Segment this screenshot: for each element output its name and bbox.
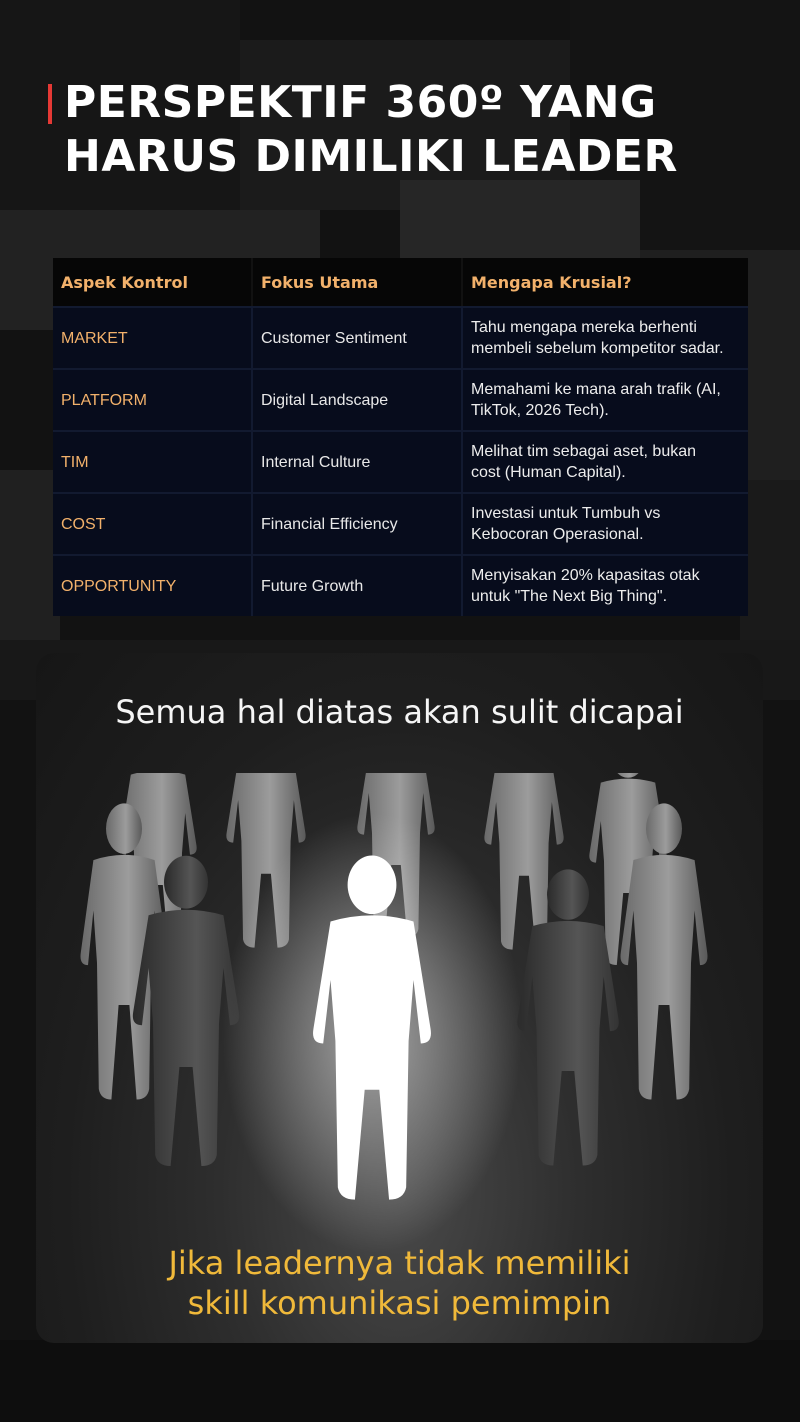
- cell-aspek: OPPORTUNITY: [53, 554, 251, 616]
- table-header-row: [53, 258, 748, 306]
- header-aspek: Aspek Kontrol: [53, 258, 251, 306]
- cell-aspek: PLATFORM: [53, 368, 251, 430]
- cell-fokus: Customer Sentiment: [251, 306, 461, 368]
- leader-figures-illustration: [36, 773, 763, 1253]
- cell-krusial-line: untuk "The Next Big Thing".: [471, 588, 668, 605]
- cell-krusial-line: Memahami ke mana arah trafik (AI,: [471, 381, 721, 398]
- title-line-1: PERSPEKTIF 360º YANG: [64, 77, 657, 128]
- table-row: [53, 306, 748, 368]
- table-row: [53, 492, 748, 554]
- page-header: [48, 76, 678, 184]
- header-krusial: Mengapa Krusial?: [461, 258, 748, 306]
- cell-fokus: Internal Culture: [251, 430, 461, 492]
- cell-aspek: TIM: [53, 430, 251, 492]
- cell-aspek: MARKET: [53, 306, 251, 368]
- card-bottom-text: [36, 1243, 763, 1323]
- cell-krusial-line: Kebocoran Operasional.: [471, 526, 644, 543]
- card-bottom-line-1: Jika leadernya tidak memiliki: [168, 1244, 631, 1282]
- title-accent-bar: [48, 84, 52, 124]
- cell-krusial: [461, 306, 748, 368]
- cell-krusial-line: Melihat tim sebagai aset, bukan: [471, 443, 697, 460]
- cell-krusial: [461, 492, 748, 554]
- cell-krusial-line: TikTok, 2026 Tech).: [471, 402, 609, 419]
- cell-krusial: [461, 554, 748, 616]
- cell-krusial-line: Tahu mengapa mereka berhenti: [471, 319, 697, 336]
- title-line-2: HARUS DIMILIKI LEADER: [64, 131, 678, 182]
- cell-aspek: COST: [53, 492, 251, 554]
- cell-krusial-line: Investasi untuk Tumbuh vs: [471, 505, 661, 522]
- cell-krusial: [461, 430, 748, 492]
- table-row: [53, 368, 748, 430]
- page-title: [64, 76, 678, 184]
- cell-fokus: Digital Landscape: [251, 368, 461, 430]
- cell-fokus: Financial Efficiency: [251, 492, 461, 554]
- table-row: [53, 554, 748, 616]
- card-bottom-line-2: skill komunikasi pemimpin: [187, 1284, 612, 1322]
- cell-fokus: Future Growth: [251, 554, 461, 616]
- card-top-text: Semua hal diatas akan sulit dicapai: [115, 693, 684, 731]
- cell-krusial-line: Menyisakan 20% kapasitas otak: [471, 567, 700, 584]
- leader-card: [36, 653, 763, 1343]
- cell-krusial-line: membeli sebelum kompetitor sadar.: [471, 340, 724, 357]
- perspective-table: [53, 258, 748, 616]
- cell-krusial-line: cost (Human Capital).: [471, 464, 626, 481]
- cell-krusial: [461, 368, 748, 430]
- header-fokus: Fokus Utama: [251, 258, 461, 306]
- table-row: [53, 430, 748, 492]
